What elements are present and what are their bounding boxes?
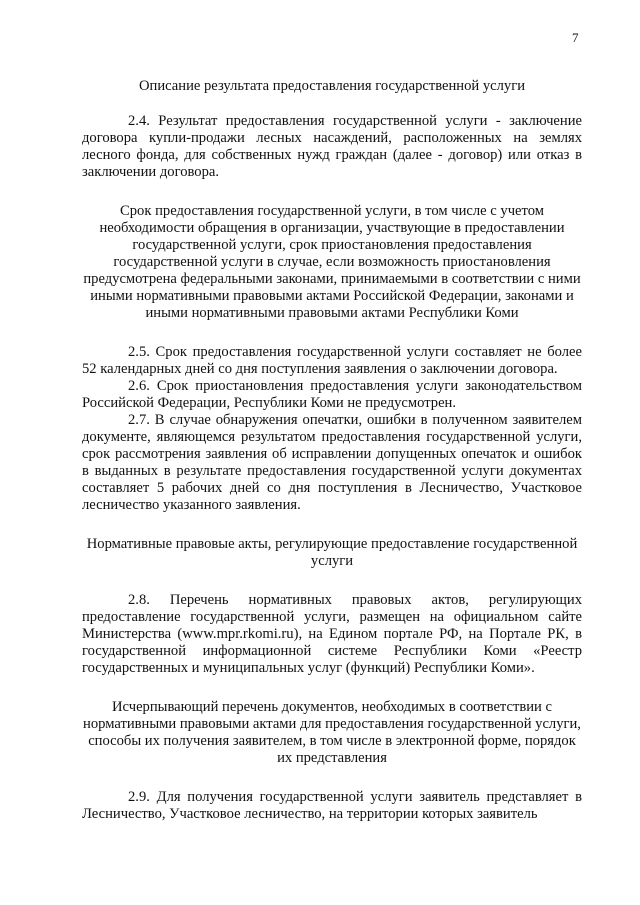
section-title-term: Срок предоставления государственной услуги, в том числе с учетом необходимости обращения в организации, участвующие в предоставлении государственной услуги, срок приостановления предоставления государственной услуги в случае, если возможность приостановления предусмотрена федеральными законами, принимаемыми в соответствии с ними иными нормативными правовыми актами Российской Федерации, законами и иными нормативными правовыми актами Республики Коми — [83, 203, 581, 321]
paragraph-2-7: 2.7. В случае обнаружения опечатки, ошибки в полученном заявителем документе, являющемся результатом предоставления государственной услуги, срок рассмотрения заявления об исправлении допущенных опечаток и ошибок в выданных в результате предоставления государственной услуги документах составляет 5 рабочих дней со дня поступления в Лесничество, Участковое лесничество указанного заявления. — [82, 412, 582, 513]
section-title-normative-acts: Нормативные правовые акты, регулирующие предоставление государственной услуги — [86, 536, 578, 569]
document-body — [82, 78, 582, 823]
paragraph-2-9: 2.9. Для получения государственной услуги заявитель представляет в Лесничество, Участковое лесничество, на территории которых заявитель — [82, 789, 582, 822]
paragraph-2-4: 2.4. Результат предоставления государственной услуги - заключение договора купли-продажи лесных насаждений, расположенных на землях лесного фонда, для собственных нужд граждан (далее - договор) или отказ в заключении договора. — [82, 113, 582, 180]
page-number: 7 — [572, 30, 579, 45]
paragraph-2-6: 2.6. Срок приостановления предоставления услуги законодательством Российской Федерации, Республики Коми не предусмотрен. — [82, 378, 582, 411]
paragraph-2-5: 2.5. Срок предоставления государственной услуги составляет не более 52 календарных дней со дня поступления заявления о заключении договора. — [82, 344, 582, 377]
section-title-documents: Исчерпывающий перечень документов, необходимых в соответствии с нормативными правовыми актами для предоставления государственной услуги, способы их получения заявителем, в том числе в электронной форме, порядок их представления — [83, 699, 581, 766]
section-title-result: Описание результата предоставления государственной услуги — [138, 78, 526, 94]
paragraph-2-8: 2.8. Перечень нормативных правовых актов, регулирующих предоставление государственной услуги, размещен на официальном сайте Министерства (www.mpr.rkomi.ru), на Едином портале РФ, на Портале РК, в государственной информационной системе Республики Коми «Реестр государственных и муниципальных услуг (функций) Республики Коми». — [82, 592, 582, 676]
